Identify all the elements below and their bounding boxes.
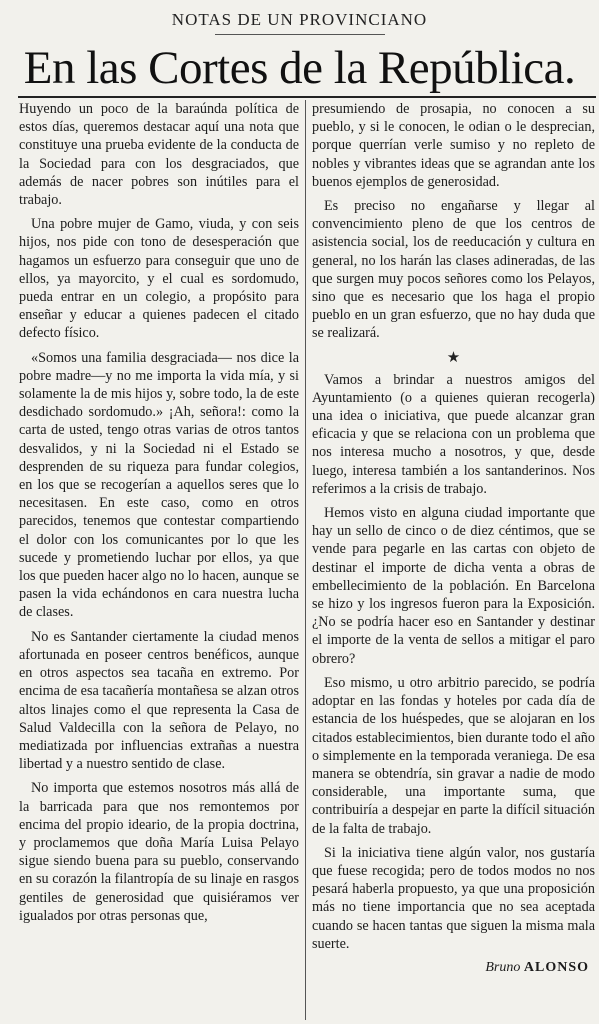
paragraph: Huyendo un poco de la baraúnda política de estos días, queremos destacar aquí una nota que constituye una prueba evidente de la conducta de la Sociedad para con los desgraciados, que además de nacer pobres son inútiles para el trabajo. [19, 101, 299, 209]
paragraph: presumiendo de prosapia, no conocen a su pueblo, y si le conocen, le odian o le desprecian, porque querrían verle sumiso y no repleto de nobles y vibrantes ideas que se agrandan ante los buenos ejemplos de generosidad. [312, 101, 595, 190]
paragraph: Eso mismo, u otro arbitrio parecido, se podría adoptar en las fondas y hoteles por cada día de estancia de los huéspedes, que se alojaran en los citados establecimientos, bien durante todo el año o simplemente en la temporada veraniega. De esa manera se obtendría, sin gravar a nadie de modo considerable, una importante suma, que contribuiría a despejar en parte la difícil situación de la falta de trabajo. [312, 674, 595, 837]
kicker-rule [215, 34, 385, 35]
paragraph: Una pobre mujer de Gamo, viuda, y con seis hijos, nos pide con tono de desesperación que hagamos un esfuerzo para conseguir que uno de ellos, ya mayorcito, y el cual es sordomudo, pueda entrar en un colegio, a propósito para enseñar y educar a quienes padecen el citado defecto físico. [19, 216, 299, 342]
section-kicker: NOTAS DE UN PROVINCIANO [171, 10, 428, 29]
paragraph: Es preciso no engañarse y llegar al convencimiento pleno de que los centros de asistencia social, los de reeducación y cultura en general, no los harán las clases adineradas, de las que surgen muy pocos señores como los Pelayos, sino que es necesario que los haga el propio pueblo en un gran esfuerzo, que no hay duda que se realizará. [312, 198, 595, 342]
paragraph: Vamos a brindar a nuestros amigos del Ayuntamiento (o a quienes quieran recogerla) una idea o iniciativa, que puede alcanzar gran eficacia y que se relaciona con un problema que nos interesa mucho a nosotros, y que, desde luego, interesa también a los santanderinos. Nos referimos a la crisis de trabajo. [312, 371, 595, 497]
right-column [312, 100, 595, 983]
headline: En las Cortes de la República. [23, 42, 576, 94]
paragraph: Hemos visto en alguna ciudad importante que hay un sello de cinco o de diez céntimos, que se vende para pegarle en las cartas con objeto de destinar el importe de dicha venta a obras de embellecimiento de la población. En Barcelona se hizo y los ingresos fueron para la Exposición. ¿No se podría hacer eso en Santander y destinar el importe de la venta de sellos a mitigar el paro obrero? [312, 505, 595, 667]
left-column [19, 100, 299, 931]
author-first-name: Bruno [485, 959, 521, 975]
paragraph: Si la iniciativa tiene algún valor, nos gustaría que fuese recogida; pero de todos modos no nos pesará haberla propuesto, ya que una proposición más no tiene importancia que no sea aceptada cuando se hacen tantas que siguen la misma mala suerte. [312, 844, 595, 952]
author-signature [312, 959, 595, 977]
column-divider [305, 100, 306, 1020]
headline-rule [18, 96, 596, 98]
paragraph: «Somos una familia desgraciada— nos dice la pobre madre—y no me importa la vida mía, y si solamente la de mis hijos y, sobre todo, la de este desdichado sordomudo.» ¡Ah, señora!: como la carta de usted, tengo otras varias de otros tantos desvalidos, y ni la Sociedad ni el Estado se desprenden de su riqueza para fundar colegios, en los que se recogerían a aquellos seres que lo necesitasen. En este caso, como en otros parecidos, tenemos que contestar compartiendo el dolor con los comunicantes por lo que les sucede y prometiendo luchar por ellos, ya que los que pueden hacer algo no lo hacen, aunque se pasen la vida echándonos en cara nuestra lucha de clases. [19, 349, 299, 621]
paragraph: No importa que estemos nosotros más allá de la barricada para que nos remontemos por encima del propio ideario, de la propia doctrina, y proclamemos que doña María Luisa Pelayo sigue siendo buena para su pueblo, conservando en su corazón la filantropía de su linaje en rasgos gentiles de generosidad que quisiéramos ver igualados por otras personas que, [19, 780, 299, 924]
star-separator-icon: ★ [446, 349, 461, 366]
author-surname: ALONSO [523, 959, 589, 975]
paragraph: No es Santander ciertamente la ciudad menos afortunada en poseer centros benéficos, aunque en otros aspectos sea tacaña en extremo. Por encima de esa tacañería montañesa se alzan otros altos linajes como el que representa la Casa de Salud Valdecilla con la señora de Pelayo, no mediatizada por influencias extrañas a nuestra libertad y a nuestro sentido de clase. [19, 628, 299, 773]
